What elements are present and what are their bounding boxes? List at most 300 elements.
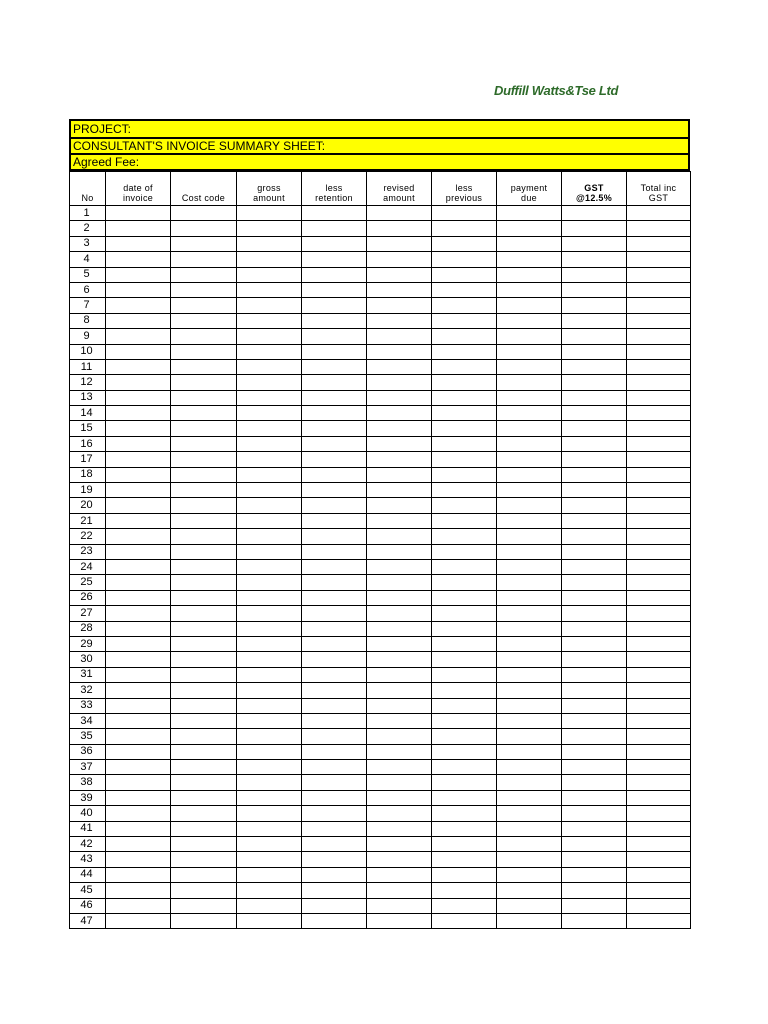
table-cell[interactable] [302,483,367,498]
table-cell[interactable] [302,206,367,221]
table-cell[interactable] [432,252,497,267]
table-cell[interactable] [367,390,432,405]
table-cell[interactable] [237,559,302,574]
table-cell[interactable] [237,837,302,852]
table-cell[interactable] [497,852,562,867]
table-cell[interactable] [302,575,367,590]
table-cell[interactable] [106,575,171,590]
table-cell[interactable] [171,852,237,867]
table-cell[interactable] [237,806,302,821]
table-cell[interactable] [367,359,432,374]
table-cell[interactable] [627,498,691,513]
table-cell[interactable] [367,252,432,267]
table-cell[interactable] [302,806,367,821]
table-cell[interactable] [367,467,432,482]
table-cell[interactable] [171,267,237,282]
table-cell[interactable] [367,790,432,805]
table-cell[interactable] [432,483,497,498]
table-cell[interactable] [497,267,562,282]
table-cell[interactable] [106,760,171,775]
table-cell[interactable] [367,806,432,821]
table-cell[interactable] [497,867,562,882]
table-cell[interactable] [562,421,627,436]
table-cell[interactable] [562,806,627,821]
table-cell[interactable] [171,282,237,297]
table-cell[interactable] [171,359,237,374]
table-cell[interactable] [237,221,302,236]
table-cell[interactable] [367,698,432,713]
table-cell[interactable] [432,452,497,467]
table-cell[interactable] [627,406,691,421]
table-cell[interactable] [432,544,497,559]
table-cell[interactable] [562,621,627,636]
table-cell[interactable] [627,621,691,636]
table-cell[interactable] [627,221,691,236]
table-cell[interactable] [171,544,237,559]
table-cell[interactable] [171,775,237,790]
table-cell[interactable] [106,867,171,882]
table-cell[interactable] [302,498,367,513]
table-cell[interactable] [237,267,302,282]
table-cell[interactable] [562,359,627,374]
table-cell[interactable] [237,667,302,682]
table-cell[interactable] [171,636,237,651]
table-cell[interactable] [302,221,367,236]
table-cell[interactable] [171,559,237,574]
table-cell[interactable] [432,621,497,636]
table-cell[interactable] [237,359,302,374]
table-cell[interactable] [171,729,237,744]
table-cell[interactable] [562,636,627,651]
table-cell[interactable] [367,606,432,621]
table-cell[interactable] [237,913,302,928]
table-cell[interactable] [106,236,171,251]
table-cell[interactable] [497,621,562,636]
table-cell[interactable] [237,867,302,882]
table-cell[interactable] [171,713,237,728]
table-cell[interactable] [627,513,691,528]
table-cell[interactable] [367,744,432,759]
table-cell[interactable] [432,513,497,528]
table-cell[interactable] [627,298,691,313]
table-cell[interactable] [367,498,432,513]
table-cell[interactable] [432,236,497,251]
table-cell[interactable] [302,421,367,436]
table-cell[interactable] [627,575,691,590]
table-cell[interactable] [497,883,562,898]
table-cell[interactable] [497,498,562,513]
table-cell[interactable] [627,606,691,621]
table-cell[interactable] [367,729,432,744]
table-cell[interactable] [627,375,691,390]
table-cell[interactable] [432,282,497,297]
table-cell[interactable] [627,329,691,344]
table-cell[interactable] [367,590,432,605]
table-cell[interactable] [562,529,627,544]
table-cell[interactable] [106,806,171,821]
table-cell[interactable] [432,329,497,344]
table-cell[interactable] [367,513,432,528]
table-cell[interactable] [497,375,562,390]
table-cell[interactable] [627,852,691,867]
table-cell[interactable] [302,636,367,651]
table-cell[interactable] [106,375,171,390]
table-cell[interactable] [367,821,432,836]
table-cell[interactable] [627,452,691,467]
table-cell[interactable] [237,421,302,436]
table-cell[interactable] [367,652,432,667]
table-cell[interactable] [367,837,432,852]
table-cell[interactable] [171,652,237,667]
table-cell[interactable] [171,298,237,313]
table-cell[interactable] [497,544,562,559]
table-cell[interactable] [497,713,562,728]
table-cell[interactable] [432,636,497,651]
table-cell[interactable] [302,390,367,405]
table-cell[interactable] [237,544,302,559]
table-cell[interactable] [237,206,302,221]
table-cell[interactable] [432,590,497,605]
table-cell[interactable] [562,852,627,867]
table-cell[interactable] [106,436,171,451]
table-cell[interactable] [106,713,171,728]
table-cell[interactable] [367,621,432,636]
table-cell[interactable] [562,406,627,421]
table-cell[interactable] [237,467,302,482]
table-cell[interactable] [497,821,562,836]
table-cell[interactable] [627,652,691,667]
table-cell[interactable] [237,606,302,621]
table-cell[interactable] [237,729,302,744]
table-cell[interactable] [627,898,691,913]
table-cell[interactable] [562,775,627,790]
table-cell[interactable] [432,467,497,482]
table-cell[interactable] [106,206,171,221]
table-cell[interactable] [432,683,497,698]
table-cell[interactable] [432,221,497,236]
table-cell[interactable] [237,898,302,913]
table-cell[interactable] [106,652,171,667]
table-cell[interactable] [171,898,237,913]
table-cell[interactable] [627,590,691,605]
table-cell[interactable] [562,821,627,836]
table-cell[interactable] [367,683,432,698]
table-cell[interactable] [171,790,237,805]
table-cell[interactable] [367,206,432,221]
table-cell[interactable] [627,867,691,882]
table-cell[interactable] [171,683,237,698]
table-cell[interactable] [497,636,562,651]
table-cell[interactable] [367,667,432,682]
table-cell[interactable] [302,267,367,282]
table-cell[interactable] [432,298,497,313]
table-cell[interactable] [367,760,432,775]
table-cell[interactable] [302,821,367,836]
table-cell[interactable] [627,236,691,251]
table-cell[interactable] [562,344,627,359]
table-cell[interactable] [432,359,497,374]
table-cell[interactable] [562,544,627,559]
table-cell[interactable] [106,559,171,574]
table-cell[interactable] [302,236,367,251]
table-cell[interactable] [562,282,627,297]
table-cell[interactable] [237,313,302,328]
table-cell[interactable] [171,867,237,882]
table-cell[interactable] [497,529,562,544]
table-cell[interactable] [627,313,691,328]
table-cell[interactable] [237,236,302,251]
table-cell[interactable] [106,421,171,436]
table-cell[interactable] [562,298,627,313]
table-cell[interactable] [106,298,171,313]
table-cell[interactable] [367,713,432,728]
table-cell[interactable] [562,590,627,605]
table-cell[interactable] [562,513,627,528]
table-cell[interactable] [562,883,627,898]
table-cell[interactable] [432,559,497,574]
table-cell[interactable] [562,760,627,775]
table-cell[interactable] [432,406,497,421]
table-cell[interactable] [106,790,171,805]
table-cell[interactable] [627,529,691,544]
table-cell[interactable] [171,221,237,236]
table-cell[interactable] [171,498,237,513]
table-cell[interactable] [497,559,562,574]
table-cell[interactable] [237,436,302,451]
table-cell[interactable] [302,913,367,928]
table-cell[interactable] [627,806,691,821]
table-cell[interactable] [627,267,691,282]
table-cell[interactable] [171,313,237,328]
table-cell[interactable] [237,821,302,836]
table-cell[interactable] [627,483,691,498]
table-cell[interactable] [432,313,497,328]
table-cell[interactable] [367,898,432,913]
table-cell[interactable] [106,898,171,913]
table-cell[interactable] [497,313,562,328]
table-cell[interactable] [497,452,562,467]
table-cell[interactable] [302,313,367,328]
table-cell[interactable] [562,390,627,405]
table-cell[interactable] [171,913,237,928]
table-cell[interactable] [106,883,171,898]
table-cell[interactable] [106,252,171,267]
table-cell[interactable] [562,698,627,713]
table-cell[interactable] [497,390,562,405]
table-cell[interactable] [432,852,497,867]
table-cell[interactable] [302,621,367,636]
table-cell[interactable] [106,621,171,636]
table-cell[interactable] [627,744,691,759]
table-cell[interactable] [627,760,691,775]
table-cell[interactable] [106,775,171,790]
table-cell[interactable] [627,790,691,805]
table-cell[interactable] [106,513,171,528]
table-cell[interactable] [432,575,497,590]
table-cell[interactable] [237,282,302,297]
table-cell[interactable] [497,483,562,498]
table-cell[interactable] [106,344,171,359]
table-cell[interactable] [302,713,367,728]
table-cell[interactable] [432,913,497,928]
table-cell[interactable] [627,282,691,297]
table-cell[interactable] [367,452,432,467]
table-cell[interactable] [367,544,432,559]
table-cell[interactable] [106,729,171,744]
table-cell[interactable] [367,559,432,574]
table-cell[interactable] [106,467,171,482]
table-cell[interactable] [497,667,562,682]
table-cell[interactable] [497,683,562,698]
table-cell[interactable] [302,698,367,713]
table-cell[interactable] [367,221,432,236]
table-cell[interactable] [171,621,237,636]
table-cell[interactable] [106,498,171,513]
table-cell[interactable] [627,729,691,744]
table-cell[interactable] [562,436,627,451]
table-cell[interactable] [432,375,497,390]
table-cell[interactable] [367,867,432,882]
table-cell[interactable] [171,760,237,775]
table-cell[interactable] [171,883,237,898]
table-cell[interactable] [171,529,237,544]
table-cell[interactable] [497,206,562,221]
table-cell[interactable] [171,698,237,713]
table-cell[interactable] [562,575,627,590]
table-cell[interactable] [627,436,691,451]
table-cell[interactable] [302,590,367,605]
table-cell[interactable] [562,667,627,682]
table-cell[interactable] [627,775,691,790]
table-cell[interactable] [302,344,367,359]
table-cell[interactable] [237,252,302,267]
table-cell[interactable] [302,744,367,759]
table-cell[interactable] [432,436,497,451]
table-cell[interactable] [106,359,171,374]
table-cell[interactable] [432,529,497,544]
table-cell[interactable] [432,698,497,713]
table-cell[interactable] [562,329,627,344]
table-cell[interactable] [497,282,562,297]
table-cell[interactable] [302,652,367,667]
table-cell[interactable] [627,913,691,928]
table-cell[interactable] [171,575,237,590]
table-cell[interactable] [106,698,171,713]
table-cell[interactable] [171,667,237,682]
table-cell[interactable] [171,329,237,344]
table-cell[interactable] [432,775,497,790]
table-cell[interactable] [562,252,627,267]
table-cell[interactable] [237,713,302,728]
table-cell[interactable] [106,636,171,651]
table-cell[interactable] [302,790,367,805]
table-cell[interactable] [302,436,367,451]
table-cell[interactable] [562,498,627,513]
table-cell[interactable] [302,359,367,374]
table-cell[interactable] [237,636,302,651]
table-cell[interactable] [497,252,562,267]
table-cell[interactable] [302,683,367,698]
table-cell[interactable] [171,421,237,436]
table-cell[interactable] [106,544,171,559]
table-cell[interactable] [367,852,432,867]
table-cell[interactable] [237,760,302,775]
table-cell[interactable] [432,867,497,882]
table-cell[interactable] [106,590,171,605]
table-cell[interactable] [237,575,302,590]
table-cell[interactable] [627,421,691,436]
table-cell[interactable] [497,513,562,528]
table-cell[interactable] [302,606,367,621]
table-cell[interactable] [106,483,171,498]
table-cell[interactable] [432,806,497,821]
table-cell[interactable] [432,606,497,621]
table-cell[interactable] [432,744,497,759]
table-cell[interactable] [302,544,367,559]
project-field[interactable]: PROJECT: [69,119,690,137]
table-cell[interactable] [237,590,302,605]
table-cell[interactable] [497,467,562,482]
table-cell[interactable] [106,282,171,297]
table-cell[interactable] [627,252,691,267]
table-cell[interactable] [302,467,367,482]
table-cell[interactable] [367,483,432,498]
table-cell[interactable] [627,837,691,852]
table-cell[interactable] [432,206,497,221]
table-cell[interactable] [302,282,367,297]
table-cell[interactable] [171,837,237,852]
table-cell[interactable] [302,252,367,267]
table-cell[interactable] [302,775,367,790]
table-cell[interactable] [432,821,497,836]
table-cell[interactable] [367,775,432,790]
table-cell[interactable] [627,206,691,221]
table-cell[interactable] [302,452,367,467]
table-cell[interactable] [171,744,237,759]
table-cell[interactable] [432,713,497,728]
table-cell[interactable] [432,837,497,852]
agreed-fee-field[interactable]: Agreed Fee: [69,153,690,171]
table-cell[interactable] [432,652,497,667]
table-cell[interactable] [106,529,171,544]
table-cell[interactable] [367,267,432,282]
table-cell[interactable] [302,837,367,852]
table-cell[interactable] [171,513,237,528]
table-cell[interactable] [171,206,237,221]
table-cell[interactable] [627,390,691,405]
table-cell[interactable] [627,683,691,698]
table-cell[interactable] [106,606,171,621]
table-cell[interactable] [237,329,302,344]
table-cell[interactable] [367,344,432,359]
table-cell[interactable] [367,529,432,544]
table-cell[interactable] [106,744,171,759]
table-cell[interactable] [497,913,562,928]
table-cell[interactable] [497,298,562,313]
table-cell[interactable] [367,575,432,590]
table-cell[interactable] [497,744,562,759]
table-cell[interactable] [237,852,302,867]
table-cell[interactable] [367,913,432,928]
table-cell[interactable] [562,206,627,221]
table-cell[interactable] [497,729,562,744]
table-cell[interactable] [302,375,367,390]
table-cell[interactable] [171,390,237,405]
table-cell[interactable] [627,636,691,651]
table-cell[interactable] [106,683,171,698]
table-cell[interactable] [106,329,171,344]
table-cell[interactable] [432,729,497,744]
